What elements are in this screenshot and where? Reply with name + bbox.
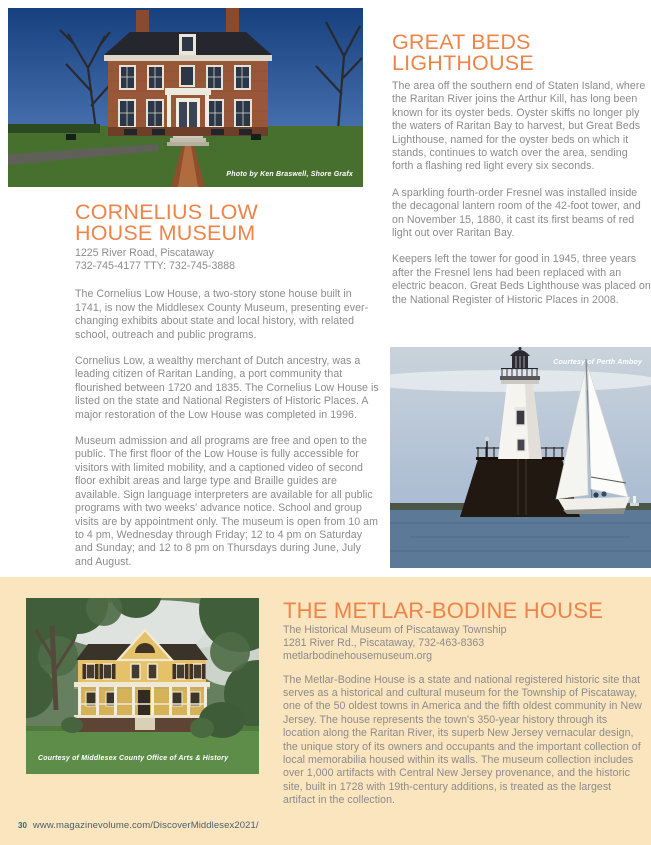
metlar-article [283, 600, 643, 821]
cornelius-title-line1: CORNELIUS LOW [75, 200, 258, 224]
hedge [8, 124, 100, 133]
house [74, 630, 210, 732]
lighthouse-paragraph-2: A sparkling fourth-order Fresnel was installed inside the decagonal lantern room of the 42-foot tower, and on November 15, 1880, it cast its first beams of red light out over Raritan Bay. [392, 186, 641, 240]
cornelius-address-line1: 1225 River Road, Piscataway [75, 247, 214, 259]
bush-left [61, 717, 83, 733]
cornelius-article [75, 202, 381, 622]
photo-credit: Courtesy of Middlesex County Office of Arts & History [38, 755, 229, 762]
lighthouse-illustration [390, 347, 651, 568]
cornelius-house-photo [8, 8, 363, 187]
cornelius-title-line2: HOUSE MUSEUM [75, 221, 256, 245]
metlar-title: THE METLAR-BODINE HOUSE [283, 598, 603, 623]
metlar-house-photo [26, 598, 259, 774]
page-footer [18, 820, 259, 831]
lighthouse-paragraph-3: Keepers left the tower for good in 1945, three years after the Fresnel lens had been replaced with an electric beacon. Great Beds Lighthouse was placed on the National Register of Historic Places in 2008. [392, 253, 651, 306]
footer-url: www.magazinevolume.com/DiscoverMiddlesex2021/ [32, 820, 259, 831]
metlar-body [283, 674, 643, 808]
lighthouse-photo [390, 347, 651, 568]
metlar-subtitle: The Historical Museum of Piscataway Township [283, 624, 507, 636]
bush-right-small [190, 718, 214, 738]
water [390, 510, 651, 568]
page-number: 30 [18, 821, 27, 830]
cornelius-body [75, 288, 381, 609]
yellow-house-illustration [26, 598, 259, 774]
lighthouse-paragraph-1: The area off the southern end of Staten Island, where the Raritan River joins the Arthur Kill, has long been known for its oyster beds. Oyster skiffs no longer ply the waters of Raritan Bay to harvest, but Great Beds Lighthouse, named for the oyster beds on which it stands, continues to watch over the area, sending forth a flashing red light every six seconds. [392, 80, 646, 173]
lighthouse-title [392, 32, 651, 74]
metlar-address: 1281 River Rd., Piscataway, 732-463-8363 [283, 637, 485, 650]
cornelius-paragraph-3: Museum admission and all programs are free and open to the public. The first floor of the Low House is fully accessible for visitors with limited mobility, and a captioned video of second floor exhibit areas and large type and Braille guides are available. Sign language interpreters are available for all public programs with two weeks' advance notice. School and group visits are by appointment only. The museum is open from 10 am to 4 pm, Wednesday through Friday; 12 to 4 pm on Saturday and Sunday; and 12 to 8 pm on Thursdays during June, July and August. [75, 435, 378, 568]
metlar-website: metlarbodinehousemuseum.org [283, 650, 432, 663]
photo-credit: Courtesy of Perth Amboy [553, 359, 642, 366]
lighthouse-title-line1: GREAT BEDS [392, 30, 531, 54]
metlar-paragraph: The Metlar-Bodine House is a state and national registered historic site that serves as a historical and cultural museum for the Township of Piscataway, one of the 50 oldest towns in America and the fifth oldest community in New Jersey. The house represents the town's 350-year history through its location along the Raritan River, its superb New Jersey vernacular design, the unique story of its owners and occupants and the important collection of local memorabilia housed within its walls. The museum collection includes over 1,000 artifacts with Central New Jersey provenance, and the historic site, built in 1728 with 19th-century additions, is treated as the largest artifact in the collection. [283, 673, 642, 807]
lighthouse-title-line2: LIGHTHOUSE [392, 51, 534, 75]
lighthouse-article [392, 32, 651, 320]
cornelius-address-line2: 732-745-4177 TTY: 732-745-3888 [75, 260, 236, 273]
cornelius-paragraph-2: Cornelius Low, a wealthy merchant of Dutch ancestry, was a leading citizen of Raritan Landing, a port community that flourished between 1720 and 1835. The Cornelius Low House is listed on the state and National Registers of Historic Places. A major restoration of the Low House was completed in 1996. [75, 355, 379, 421]
lighthouse-body [392, 80, 651, 307]
cornelius-title [75, 202, 381, 244]
cornelius-address [75, 247, 381, 273]
brick-house-illustration [8, 8, 363, 187]
cornelius-paragraph-1: The Cornelius Low House, a two-story stone house built in 1741, is now the Middlesex County Museum, presenting ever-changing exhibits about state and local history, with related school, outreach and public programs. [75, 288, 369, 341]
photo-credit: Photo by Ken Braswell, Shore Grafx [226, 171, 353, 178]
